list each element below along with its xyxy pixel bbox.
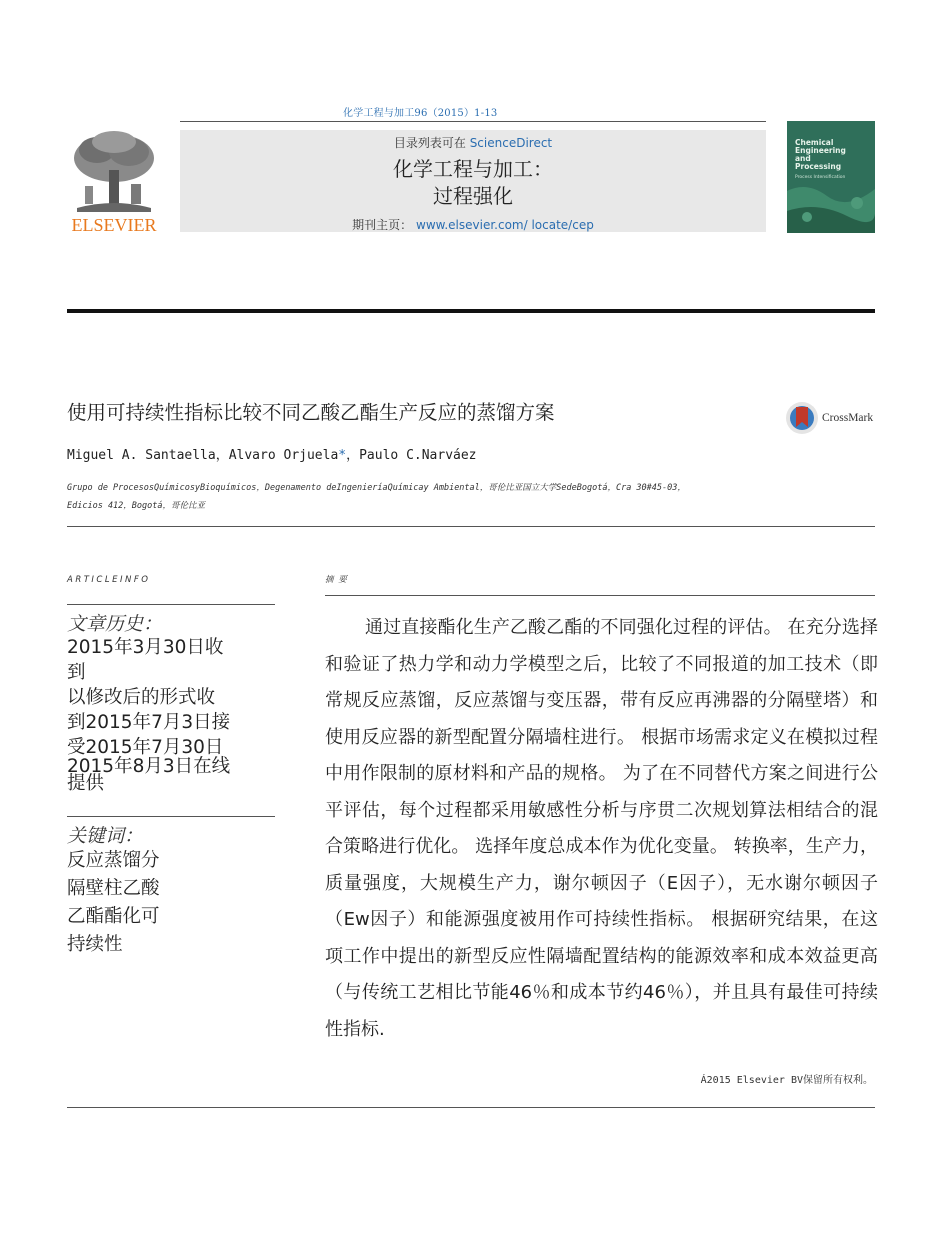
- journal-banner: [180, 130, 766, 232]
- journal-cover[interactable]: [787, 121, 875, 233]
- cover-line: Chemical: [795, 138, 834, 147]
- keywords-heading: 关键词：: [67, 825, 144, 847]
- corresponding-author-mark[interactable]: *: [338, 448, 347, 463]
- cover-line: and: [795, 154, 811, 163]
- footer-divider: [67, 1107, 875, 1108]
- journal-title: [180, 156, 766, 210]
- publisher-wordmark: ELSEVIER: [71, 215, 157, 235]
- contents-line: [180, 134, 766, 151]
- cover-title: [795, 139, 846, 171]
- history-line: 提供: [67, 773, 105, 794]
- history-line: 到2015年7月3日接: [67, 712, 231, 733]
- affiliation-line2: Edicios 412，Bogotá，哥伦比亚: [67, 501, 205, 511]
- authors-rest: ，Paulo C.Narváez: [346, 448, 477, 463]
- contents-prefix: 目录列表可在: [393, 136, 466, 150]
- article-title: 使用可持续性指标比较不同乙酸乙酯生产反应的蒸馏方案: [67, 401, 555, 424]
- keywords-divider: [67, 816, 275, 817]
- history-line: 2015年8月3日在线: [67, 756, 231, 777]
- keywords-block: [67, 847, 252, 959]
- abstract-text: 通过直接酯化生产乙酸乙酯的不同强化过程的评估。 在充分选择和验证了热力学和动力学模型之后，比较了不同报道的加工技术（即常规反应蒸馏，反应蒸馏与变压器，带有反应再沸器的分隔壁塔）和使用反应器的新型配置分隔墙柱进行。 根据市场需求定义在模拟过程中用作限制的原材料和产品的规格。 为了在不同替代方案之间进行公平评估，每个过程都采用敏感性分析与序贯二次规划算法相结合的混合策略进行优化。 选择年度总成本作为优化变量。 转换率，生产力，质量强度，大规模生产力，谢尔顿因子（E因子），无水谢尔顿因子（Ew因子）和能源强度被用作可持续性指标。 根据研究结果，在这项工作中提出的新型反应性隔墙配置结构的能源效率和成本效益更高（与传统工艺相比节能46％和成本节约46％），并且具有最佳可持续性指标.: [325, 617, 878, 1040]
- copyright-notice: Á2015 Elsevier BV保留所有权利。: [700, 1075, 873, 1086]
- homepage-line: [180, 216, 766, 233]
- crossmark-label: CrossMark: [822, 412, 874, 424]
- authors-first: Miguel A. Santaella，Alvaro Orjuela: [67, 448, 339, 463]
- keyword-line: 乙酯酯化可: [67, 906, 160, 927]
- cover-line: Processing: [795, 162, 842, 171]
- history-line: 以修改后的形式收: [67, 687, 216, 708]
- article-info-divider: [67, 604, 275, 605]
- article-info-label: ARTICLEINFO: [67, 575, 151, 585]
- header-thick-rule: [67, 309, 875, 313]
- citation-text: 化学工程与加工96（2015）1-13: [343, 108, 498, 119]
- elsevier-logo: [67, 128, 161, 236]
- header-divider: [180, 121, 766, 122]
- history-line: 受2015年7月30日: [67, 737, 224, 758]
- affiliation-divider: [67, 526, 875, 527]
- history-heading: 文章历史：: [67, 613, 163, 635]
- keyword-line: 反应蒸馏分: [67, 850, 160, 871]
- homepage-prefix: 期刊主页：: [352, 218, 413, 232]
- homepage-link[interactable]: www.elsevier.com/ locate/cep: [416, 218, 594, 232]
- cover-line: Engineering: [795, 146, 846, 155]
- abstract-label: 摘 要: [325, 575, 348, 585]
- crossmark-icon: [785, 401, 819, 435]
- history-block: [67, 635, 252, 794]
- abstract-divider: [325, 595, 875, 596]
- history-line: 到: [67, 662, 86, 683]
- keyword-line: 持续性: [67, 934, 123, 955]
- author-list: [67, 444, 477, 463]
- journal-citation[interactable]: [343, 104, 497, 119]
- journal-title-line2: 过程强化: [433, 184, 513, 208]
- keyword-line: 隔壁柱乙酸: [67, 878, 160, 899]
- journal-title-line1: 化学工程与加工：: [393, 157, 553, 181]
- affiliation-line1: Grupo de ProcesosQuímicosyBioquímicos，Degenamento deIngenieríaQuímicay Ambiental，哥伦比亚国立大学SedeBogotá，Cra 30#45-03，: [67, 483, 686, 493]
- history-line: 2015年3月30日收: [67, 637, 224, 658]
- cover-subtitle: Process Intensification: [795, 175, 846, 180]
- sciencedirect-link[interactable]: ScienceDirect: [469, 136, 553, 150]
